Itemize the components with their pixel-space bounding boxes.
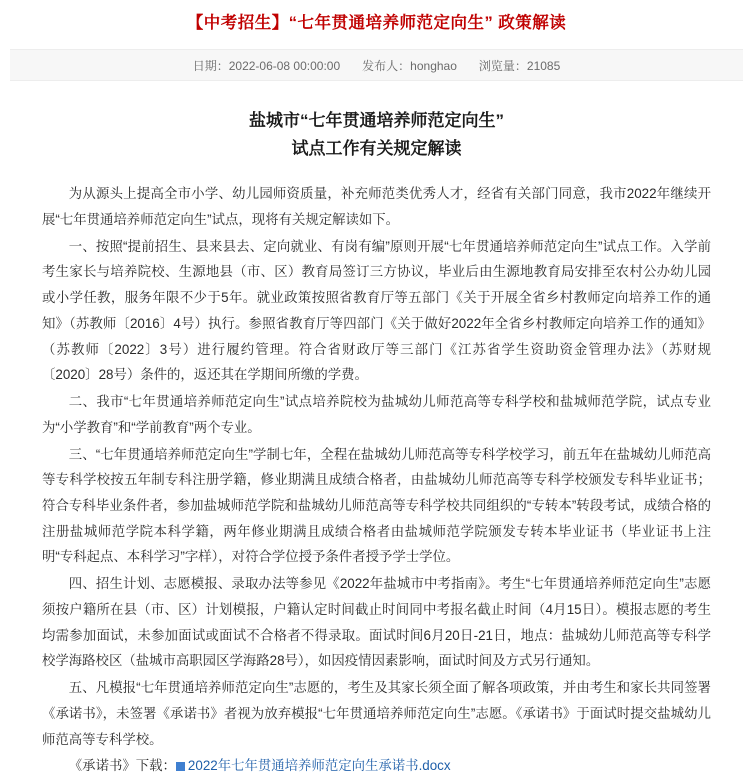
paragraph: 一、按照“提前招生、县来县去、定向就业、有岗有编”原则开展“七年贯通培养师范定向生”试点工作。入学前考生家长与培养院校、生源地县（市、区）教育局签订三方协议，毕业后由生源地教育局安排至农村公办幼儿园或小学任教，服务年限不少于5年。就业政策按照省教育厅等五部门《关于开展全省乡村教师定向培养工作的通知》（苏教师〔2016〕4号）执行。参照省教育厅等四部门《关于做好2022年全省乡村教师定向培养工作的通知》（苏教师〔2022〕3号）进行履约管理。符合省财政厅等三部门《江苏省学生资助资金管理办法》（苏财规〔2020〕28号）条件的，返还其在学期间所缴的学费。 — [42, 238, 711, 383]
article-headline: 【中考招生】“七年贯通培养师范定向生” 政策解读 — [186, 14, 567, 32]
doc-title-line1: 盐城市“七年贯通培养师范定向生” — [249, 111, 504, 131]
paragraph: 为从源头上提高全市小学、幼儿园师资质量，补充师范类优秀人才，经省有关部门同意，我市2022年继续开展“七年贯通培养师范定向生”试点，现将有关规定解读如下。 — [42, 186, 711, 227]
file-icon — [176, 762, 185, 771]
meta-views-value: 21085 — [526, 58, 561, 73]
meta-views — [479, 57, 560, 74]
paragraph: 二、我市“七年贯通培养师范定向生”试点培养院校为盐城幼儿师范高等专科学校和盐城师范学院，试点专业为“小学教育”和“学前教育”两个专业。 — [42, 394, 711, 435]
paragraph: 四、招生计划、志愿模报、录取办法等参见《2022年盐城市中考指南》。考生“七年贯通培养师范定向生”志愿须按户籍所在县（市、区）计划模报，户籍认定时间截止时间同中考报名截止时间（4月15日）。模报志愿的考生均需参加面试，未参加面试或面试不合格者不得录取。面试时间6月20日-21日，地点：盐城幼儿师范高等专科学校学海路校区（盐城市高职园区学海路28号），如因疫情因素影响，面试时间及方式另行通知。 — [42, 576, 711, 669]
paragraph: 三、“七年贯通培养师范定向生”学制七年，全程在盐城幼儿师范高等专科学校学习，前五年在盐城幼儿师范高等专科学校按五年制专科注册学籍，修业期满且成绩合格者，由盐城幼儿师范高等专科学校颁发专科毕业证书；符合专科毕业条件者，参加盐城师范学院和盐城幼儿师范高等专科学校共同组织的“专转本”转段考试，成绩合格的注册盐城师范学院本科学籍，两年修业期满且成绩合格者由盐城师范学院颁发专转本毕业证书（毕业证书上注明“专科起点、本科学习”字样），对符合学位授予条件者授予学士学位。 — [42, 446, 711, 565]
attachment-download-link[interactable]: 2022年七年贯通培养师范定向生承诺书.docx — [187, 758, 451, 774]
attachment-line — [42, 753, 711, 779]
meta-date — [193, 57, 340, 74]
article-meta-bar — [10, 49, 743, 81]
page-title — [0, 81, 753, 167]
meta-author — [362, 57, 457, 74]
article-body — [0, 167, 753, 779]
doc-title-line2: 试点工作有关规定解读 — [291, 139, 462, 159]
attachment-label: 《承诺书》下载： — [68, 758, 176, 774]
meta-views-label: 浏览量： — [478, 58, 527, 73]
meta-author-label: 发布人： — [362, 58, 411, 73]
paragraph: 五、凡模报“七年贯通培养师范定向生”志愿的，考生及其家长须全面了解各项政策，并由考生和家长共同签署《承诺书》，未签署《承诺书》者视为放弃模报“七年贯通培养师范定向生”志愿。《承诺书》于面试时提交盐城幼儿师范高等专科学校。 — [42, 680, 711, 747]
meta-date-value: 2022-06-08 00:00:00 — [228, 58, 341, 73]
meta-date-label: 日期： — [192, 58, 229, 73]
meta-author-value: honghao — [410, 58, 457, 73]
